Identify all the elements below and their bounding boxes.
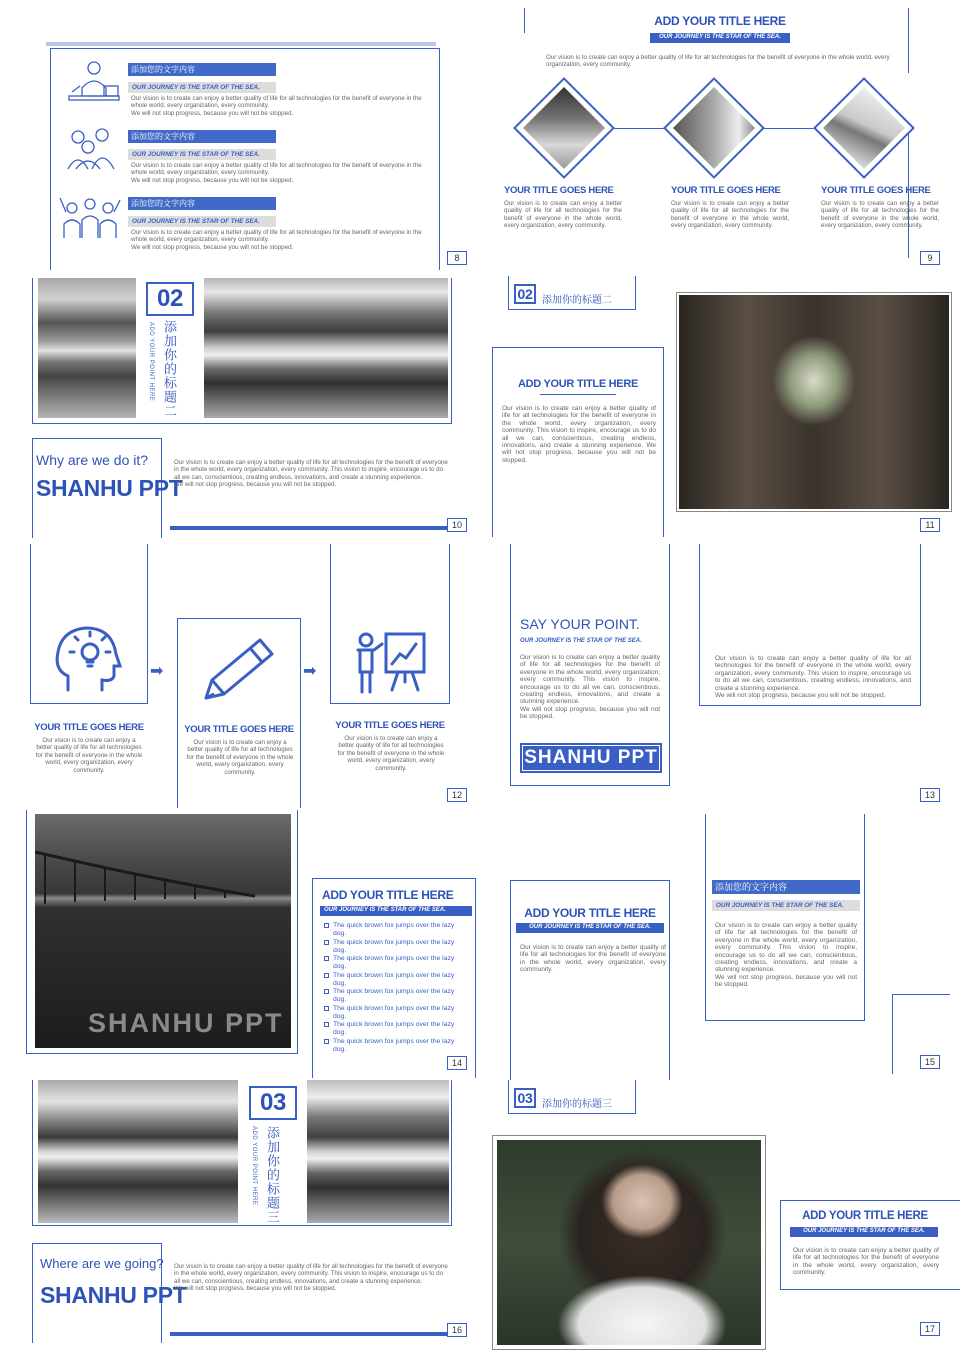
page-number: 11 [920,518,940,532]
checkbox-icon [324,923,329,928]
section-number: 02 [156,285,184,312]
item-text: Our vision is to create can enjoy a better quality of life for all technologies for the benefit of everyone in the whole world, every organization, every community. We will not stop progress, because you will not be stopped. [131,229,422,251]
body-text: Our vision is to create can enjoy a better quality of life for all technologies for the benefit of everyone in the whole world, every organization, every community. [520,944,666,974]
body-text: Our vision is to create can enjoy a better quality of life for all technologies for the benefit of everyone in the whole world, every organization, every community. This vision to inspire, encourage us to do all we can, conscientious, creating endless, innovations, and create a stunning experience. We will not stop progress, because you will not be stopped. [520,654,660,721]
col-title: YOUR TITLE GOES HERE [821,185,931,196]
bridge-photo [679,295,949,509]
slide-15 [480,810,960,1080]
question-text: Where are we going? [40,1256,164,1271]
page-number: 13 [920,788,940,802]
item-text: Our vision is to create can enjoy a better quality of life for all technologies for the benefit of everyone in the whole world, every organization, every community. We will not stop progress, because you will not be stopped. [131,162,422,184]
laptop-photo [673,87,755,169]
photo-frame [813,77,915,179]
checkbox-icon [324,1039,329,1044]
journey-bar: OUR JOURNEY IS THE STAR OF THE SEA. [516,923,664,933]
portrait-photo [497,1140,761,1345]
slide-title: ADD YOUR TITLE HERE [524,906,656,920]
col-title: YOUR TITLE GOES HERE [184,724,294,735]
body-text: Our vision is to create can enjoy a better quality of life for all technologies for the benefit of everyone in the whole world, every organization, every community. This vision to inspire, encourage us to do all we can, conscientious, creating endless, innovations, and create a stunning experience. We will not stop progress, because you will not be stopped. [715,655,911,700]
brand-text: SHANHU PPT [522,745,660,771]
slide-8 [0,0,480,270]
slide-title: ADD YOUR TITLE HERE [802,1210,928,1222]
section-tag: 添加你的标题三 [542,1099,612,1110]
question-text: Why are we do it? [36,452,149,468]
pencil-icon [196,636,276,706]
col-text: Our vision is to create can enjoy a better quality of life for all technologies for the benefit of everyone in the whole world, every organization, every community. [671,200,789,230]
slide-14 [0,810,480,1080]
item-title: 添加您的文字内容 [128,63,276,76]
page-number: 14 [447,1056,467,1070]
arrow-right-icon: ➡ [150,663,164,680]
slide-title: ADD YOUR TITLE HERE [322,888,454,902]
worker-icon [64,58,124,108]
journey-bar: OUR JOURNEY IS THE STAR OF THE SEA. [320,906,472,916]
bullet-list [324,922,458,1054]
col-title: YOUR TITLE GOES HERE [34,722,144,733]
mountain-photo [307,1080,449,1223]
intro-text: Our vision is to create can enjoy a better quality of life for all technologies for the benefit of everyone in the whole world, every organization, every community. [546,54,890,69]
mountain-photo [38,278,136,418]
list-item: The quick brown fox jumps over the lazy dog. [324,922,458,938]
accent-bar [170,1332,448,1336]
slide-17 [480,1080,960,1352]
page-number: 16 [447,1323,467,1337]
list-item: The quick brown fox jumps over the lazy dog. [324,1005,458,1021]
list-item: The quick brown fox jumps over the lazy dog. [324,1021,458,1037]
slide-10 [0,270,480,540]
col-title: YOUR TITLE GOES HERE [671,185,781,196]
journey-bar: OUR JOURNEY IS THE STAR OF THE SEA. [712,900,860,911]
photo-frame [513,77,615,179]
col-text: Our vision is to create can enjoy a better quality of life for all technologies for the benefit of everyone in the whole world, every organization, every community. [504,200,622,230]
page-number: 8 [447,251,467,265]
brand-text: SHANHU PPT [36,475,183,501]
list-item: The quick brown fox jumps over the lazy dog. [324,1038,458,1054]
page-number: 12 [447,788,467,802]
body-text: Our vision is to create can enjoy a better quality of life for all technologies for the benefit of everyone in the whole world, every organization, every community. This vision to inspire, encourage us to do all we can, conscientious, creating endless, innovations, and create a stunning experience. We will not stop progress, because you will not be stopped. [715,922,857,989]
page-number: 10 [447,518,467,532]
portrait-photo-frame [492,1135,766,1350]
col-text: Our vision is to create can enjoy a better quality of life for all technologies for the benefit of everyone in the whole world, every organization, every community. [186,739,294,776]
body-text: Our vision is to create can enjoy a better quality of life for all technologies for the benefit of everyone in the whole world, every organization, every community. This vision to inspire, encourage us to do all we can, conscientious, creating endless, innovations, and create a stunning experience. We will not stop progress, because you will not be stopped. [174,459,448,489]
journey-bar: OUR JOURNEY IS THE STAR OF THE SEA. [128,149,276,160]
checkbox-icon [324,1006,329,1011]
list-item: The quick brown fox jumps over the lazy dog. [324,972,458,988]
item-text: Our vision is to create can enjoy a better quality of life for all technologies for the benefit of everyone in the whole world, every organization, every community. We will not stop progress, because you will not be stopped. [131,95,422,117]
section-number: 02 [517,286,533,302]
item-title: 添加您的文字内容 [128,130,276,143]
section-number-box [146,282,194,316]
section-number-box [249,1086,297,1120]
section-number: 03 [259,1089,287,1116]
mountain-photo [204,278,448,418]
divider [540,394,616,395]
brand-box [520,743,662,773]
section-number-box [514,1088,536,1108]
list-item: The quick brown fox jumps over the lazy dog. [324,988,458,1004]
section-number-box [514,284,536,304]
frame-line [524,8,525,33]
item-title: 添加您的文字内容 [128,197,276,210]
vertical-title: 添加你的标题二 [162,320,177,418]
slide-13 [480,540,960,810]
bridge-photo-frame [676,292,952,512]
body-text: Our vision is to create can enjoy a better quality of life for all technologies for the benefit of everyone in the whole world, every organization, every community. This vision to inspire, encourage us to do all we can, conscientious, creating endless, innovations, and create a stunning experience. We will not stop progress, because you will not be stopped. [502,405,656,464]
frame-line [908,8,909,73]
mountain-photo [38,1080,238,1223]
checkbox-icon [324,1022,329,1027]
presenter-icon [352,628,428,700]
woman-photo [823,87,905,169]
slide-title: ADD YOUR TITLE HERE [654,14,786,28]
slide-title: SAY YOUR POINT. [520,616,640,632]
journey-text: OUR JOURNEY IS THE STAR OF THE SEA. [520,638,642,644]
body-text: Our vision is to create can enjoy a better quality of life for all technologies for the benefit of everyone in the whole world, every organization, every community. This vision to inspire, encourage us to do all we can, conscientious, creating endless, innovations, and create a stunning experience. We will not stop progress, because you will not be stopped. [174,1263,448,1293]
slide-title: ADD YOUR TITLE HERE [518,378,638,390]
section-number: 03 [517,1090,533,1106]
page-number: 17 [920,1322,940,1336]
top-shadow [46,42,436,46]
checkbox-icon [324,973,329,978]
list-item: The quick brown fox jumps over the lazy dog. [324,939,458,955]
checkbox-icon [324,940,329,945]
journey-bar: OUR JOURNEY IS THE STAR OF THE SEA. [790,1227,938,1237]
vertical-subtitle: ADD YOUR POINT HERE [251,1126,257,1206]
team-icon [58,192,124,242]
accent-bar [170,526,448,530]
col-title: YOUR TITLE GOES HERE [335,720,445,731]
journey-bar: OUR JOURNEY IS THE STAR OF THE SEA. [128,216,276,227]
journey-bar: OUR JOURNEY IS THE STAR OF THE SEA. [650,33,790,43]
body-text: Our vision is to create can enjoy a better quality of life for all technologies for the benefit of everyone in the whole world, every organization, every community. [793,1247,939,1277]
col-text: Our vision is to create can enjoy a better quality of life for all technologies for the benefit of everyone in the whole world, every organization, every community. [821,200,939,230]
section-tag: 添加你的标题二 [542,295,612,306]
slide-11 [480,270,960,540]
col-text: Our vision is to create can enjoy a better quality of life for all technologies for the benefit of everyone in the whole world, every organization, every community. [337,735,445,772]
photo-frame [663,77,765,179]
vertical-subtitle: ADD YOUR POINT HERE [148,322,154,402]
col-title: YOUR TITLE GOES HERE [504,185,614,196]
arrow-right-icon: ➡ [303,663,317,680]
text-frame [705,814,865,1021]
page-number: 9 [920,251,940,265]
slide-16 [0,1080,480,1352]
page-number: 15 [920,1055,940,1069]
checkbox-icon [324,956,329,961]
brand-text: SHANHU PPT [40,1282,187,1308]
col-text: Our vision is to create can enjoy a better quality of life for all technologies for the benefit of everyone in the whole world, every organization, every community. [35,737,143,774]
vertical-title: 添加你的标题三 [265,1126,280,1224]
brand-text: SHANHU PPT [88,1008,284,1038]
office-photo [523,87,605,169]
checkbox-icon [324,989,329,994]
meeting-icon [64,125,124,175]
slide-12 [0,540,480,810]
journey-bar: OUR JOURNEY IS THE STAR OF THE SEA. [128,82,276,93]
slide-9 [480,0,960,270]
idea-head-icon [50,622,126,694]
content-bar: 添加您的文字内容 [712,880,860,894]
list-item: The quick brown fox jumps over the lazy dog. [324,955,458,971]
